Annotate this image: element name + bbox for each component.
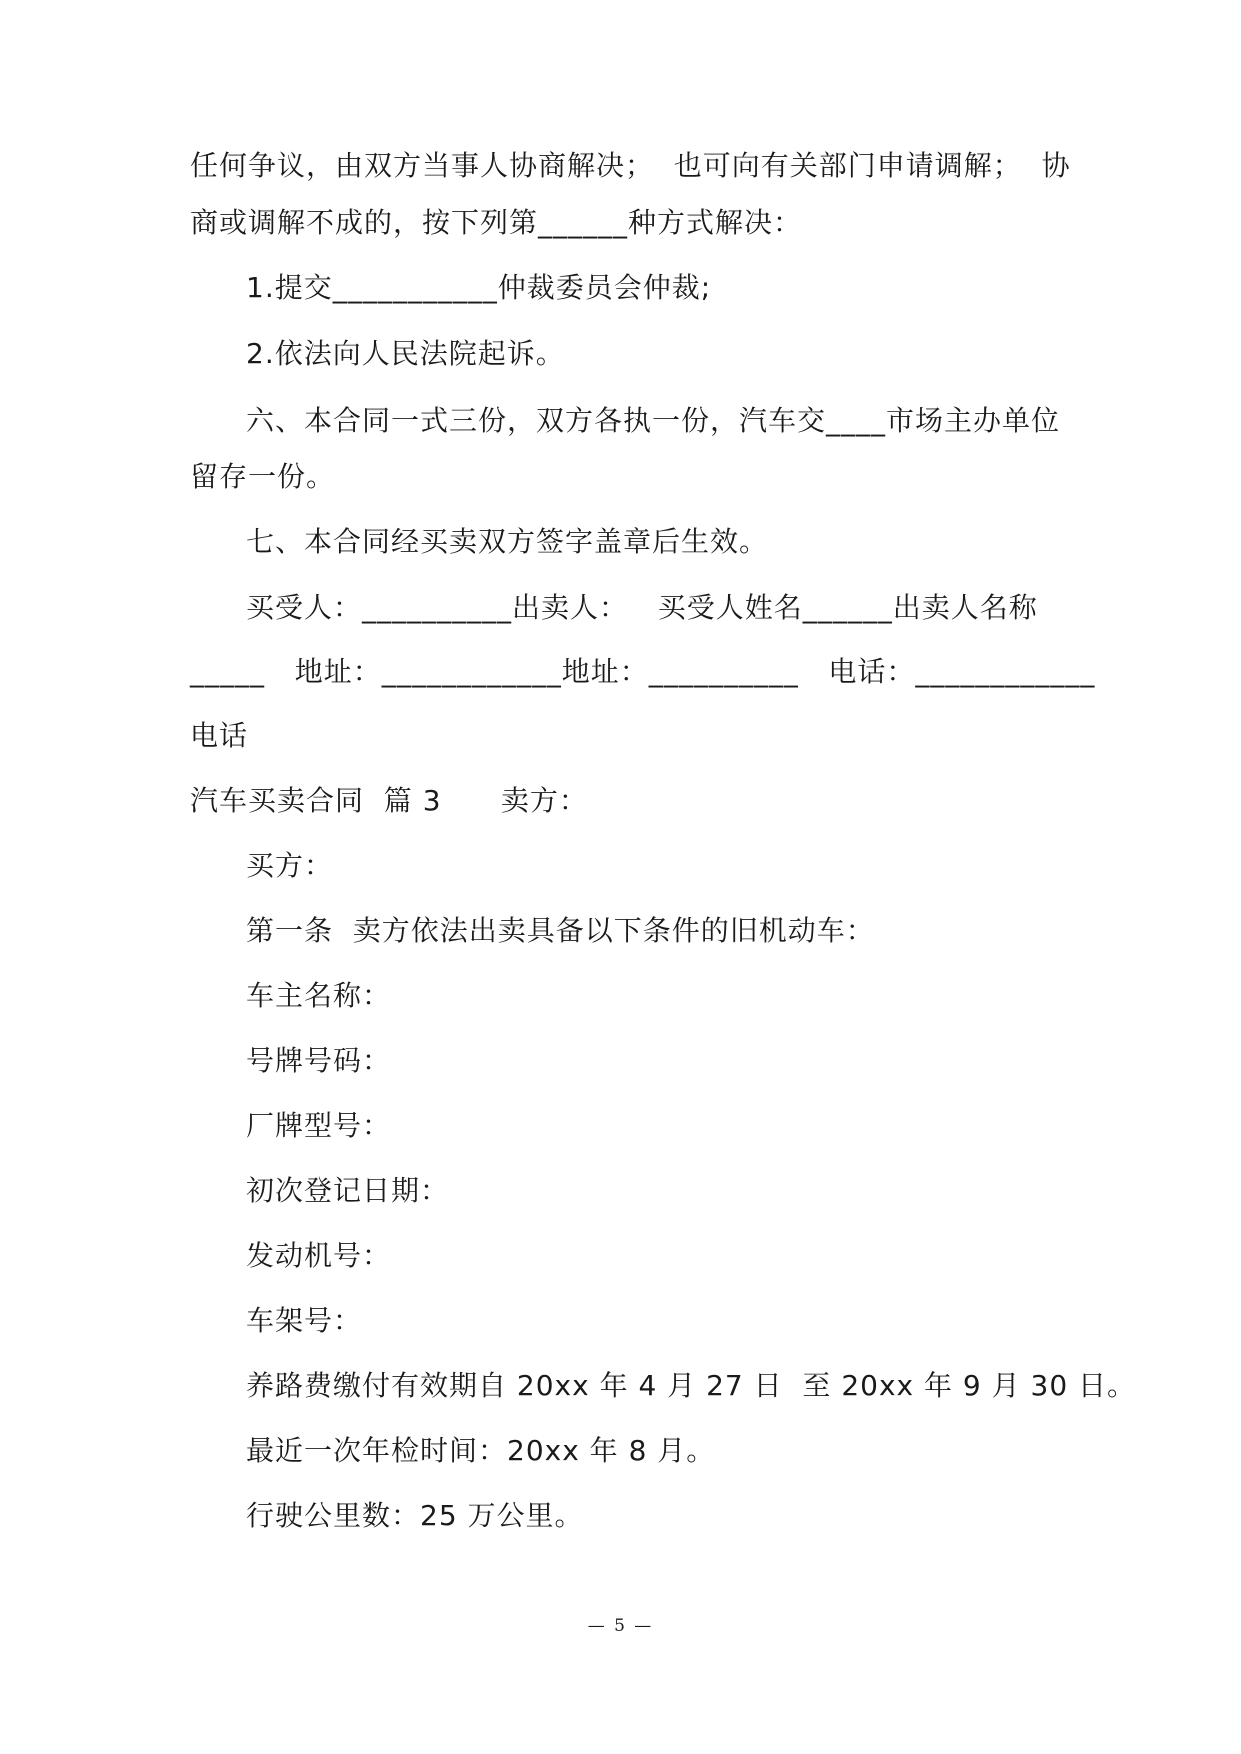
page-number: — 5 —	[587, 1616, 654, 1636]
text-line-15: 号牌号码：	[246, 1044, 392, 1077]
text-line-21: 最近一次年检时间：20xx 年 8 月。	[246, 1434, 716, 1467]
text-line-5: 六、本合同一式三份，双方各执一份，汽车交____市场主办单位	[246, 404, 1061, 437]
text-line-17: 初次登记日期：	[246, 1174, 450, 1207]
text-line-7: 七、本合同经买卖双方签字盖章后生效。	[246, 525, 769, 558]
text-line-2: 商或调解不成的，按下列第______种方式解决：	[190, 206, 803, 239]
text-line-4: 2.依法向人民法院起诉。	[246, 337, 565, 370]
text-line-1: 任何争议，由双方当事人协商解决； 也可向有关部门申请调解； 协	[190, 149, 1071, 182]
text-line-19: 车架号：	[246, 1304, 363, 1337]
text-line-18: 发动机号：	[246, 1239, 392, 1272]
text-line-14: 车主名称：	[246, 979, 392, 1012]
text-line-16: 厂牌型号：	[246, 1109, 392, 1142]
section-heading: 汽车买卖合同 篇 3 卖方：	[190, 784, 588, 817]
text-line-12: 买方：	[246, 849, 334, 882]
text-line-22: 行驶公里数：25 万公里。	[246, 1499, 584, 1532]
text-line-20: 养路费缴付有效期自 20xx 年 4 月 27 日 至 20xx 年 9 月 30 日。	[246, 1369, 1137, 1402]
text-line-8: 买受人：__________出卖人： 买受人姓名______出卖人名称	[246, 591, 1038, 624]
text-line-3: 1.提交___________仲裁委员会仲裁;	[246, 271, 712, 304]
text-line-9: _____ 地址：____________地址：__________ 电话：____________	[190, 655, 1096, 688]
text-line-13: 第一条 卖方依法出卖具备以下条件的旧机动车：	[246, 914, 875, 947]
text-line-6: 留存一份。	[190, 460, 336, 493]
text-line-10: 电话	[190, 719, 249, 752]
